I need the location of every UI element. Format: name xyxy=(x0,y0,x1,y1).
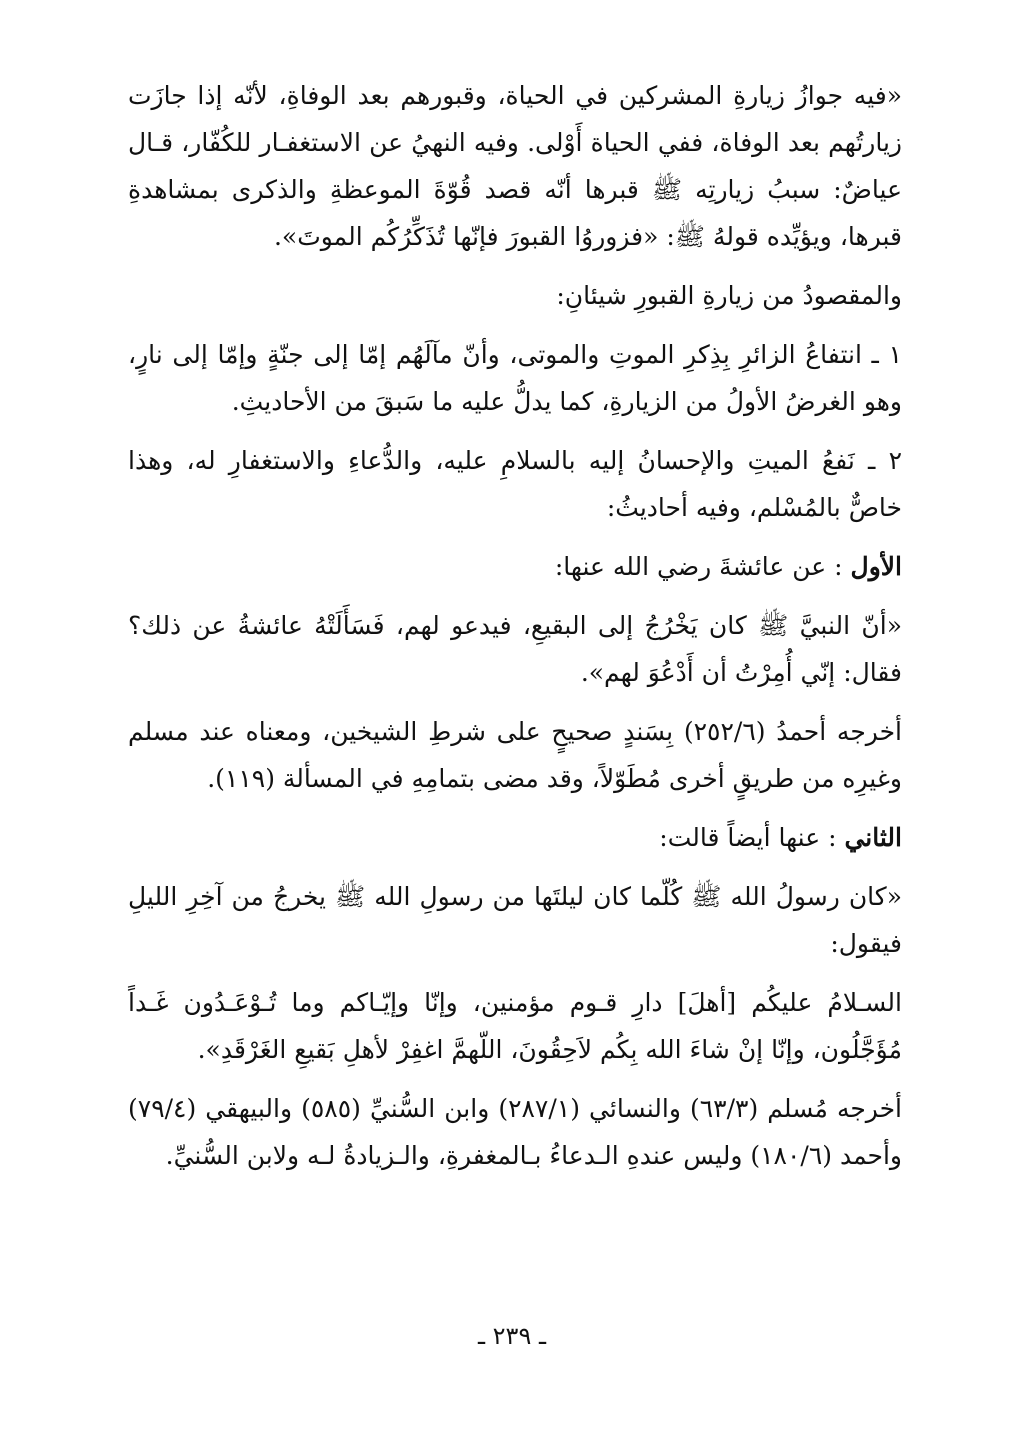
paragraph-purpose-intro xyxy=(128,272,902,319)
paragraph-purpose-one xyxy=(128,331,902,425)
hadith-label: الأول xyxy=(850,552,902,581)
paragraph-text: أخرجه أحمدُ (٢٥٢/٦) بِسَندٍ صحيحٍ على شرطِ الشيخين، ومعناه عند مسلم وغيرِه من طريقٍ أخرى مُطَوّلاً، وقد مضى بتمامِهِ في المسألة (١١٩). xyxy=(128,717,902,793)
paragraph-text: «أنّ النبيَّ ﷺ كان يَخْرُجُ إلى البقيعِ، فيدعو لهم، فَسَأَلَتْهُ عائشةُ عن ذلك؟ فقال: إنّي أُمِرْتُ أن أَدْعُوَ لهم». xyxy=(128,611,902,687)
paragraph-hadith-first-takhrij xyxy=(128,708,902,802)
paragraph-hadith-first-heading xyxy=(128,543,902,590)
paragraph-qadi-iyad-commentary xyxy=(128,72,902,260)
paragraph-purpose-two xyxy=(128,437,902,531)
paragraph-text: ٢ ـ نَفعُ الميتِ والإحسانُ إليه بالسلامِ عليه، والدُّعاءِ والاستغفارِ له، وهذا خاصٌّ بالمُسْلم، وفيه أحاديثُ: xyxy=(128,446,902,522)
paragraph-hadith-second-text xyxy=(128,873,902,967)
paragraph-hadith-second-takhrij xyxy=(128,1085,902,1179)
paragraph-hadith-first-text xyxy=(128,602,902,696)
paragraph-text: : عن عائشةَ رضي الله عنها: xyxy=(554,552,843,581)
paragraph-text: «فيه جوازُ زيارةِ المشركين في الحياة، وقبورهم بعد الوفاةِ، لأنّه إذا جازَت زيارتُهم بعد الوفاة، ففي الحياة أَوْلى. وفيه النهيُ عن الاستغفـار للكُفّار، قـال عياضٌ: سببُ زيارتِه ﷺ قبرها أنّه قصد قُوّةَ الموعظةِ والذكرى بمشاهدةِ قبرها، ويؤيِّده قولهُ ﷺ: «فزوروُا القبورَ فإنّها تُذَكِّرُكُم الموتَ». xyxy=(128,81,902,251)
hadith-label: الثاني xyxy=(844,823,902,852)
page-body xyxy=(128,72,902,1191)
paragraph-text: السـلامُ عليكُم [أهلَ] دارِ قـوم مؤمنين، وإنّا وإيّـاكم وما تُـوْعَـدُون غَـداً مُؤَجَّلُون، وإنّا إنْ شاءَ الله بِكُم لاَحِقُونَ، اللّهمَّ اغفِرْ لأهلِ بَقيعِ الغَرْقَدِ». xyxy=(128,988,902,1064)
paragraph-hadith-second-dua xyxy=(128,979,902,1073)
paragraph-hadith-second-heading xyxy=(128,814,902,861)
paragraph-text: «كان رسولُ الله ﷺ كُلّما كان ليلتَها من رسولِ الله ﷺ يخرجُ من آخِرِ الليلِ فيقول: xyxy=(128,882,902,958)
paragraph-text: : عنها أيضاً قالت: xyxy=(659,823,837,852)
page-number: ـ ٢٣٩ ـ xyxy=(477,1322,546,1350)
paragraph-text: أخرجه مُسلم (٦٣/٣) والنسائي (٢٨٧/١) وابن السُّنيِّ (٥٨٥) والبيهقي (٧٩/٤) وأحمد (١٨٠/٦) وليس عندهِ الـدعاءُ بـالمغفرةِ، والـزيادةُ لـه ولابن السُّنيِّ. xyxy=(128,1094,902,1170)
paragraph-text: والمقصودُ من زيارةِ القبورِ شيئانِ: xyxy=(556,281,902,310)
paragraph-text: ١ ـ انتفاعُ الزائرِ بِذِكرِ الموتِ والموتى، وأنّ مآلَهُم إمّا إلى جنّةٍ وإمّا إلى نارٍ، وهو الغرضُ الأولُ من الزيارةِ، كما يدلُّ عليه ما سَبقَ من الأحاديثِ. xyxy=(128,340,902,416)
